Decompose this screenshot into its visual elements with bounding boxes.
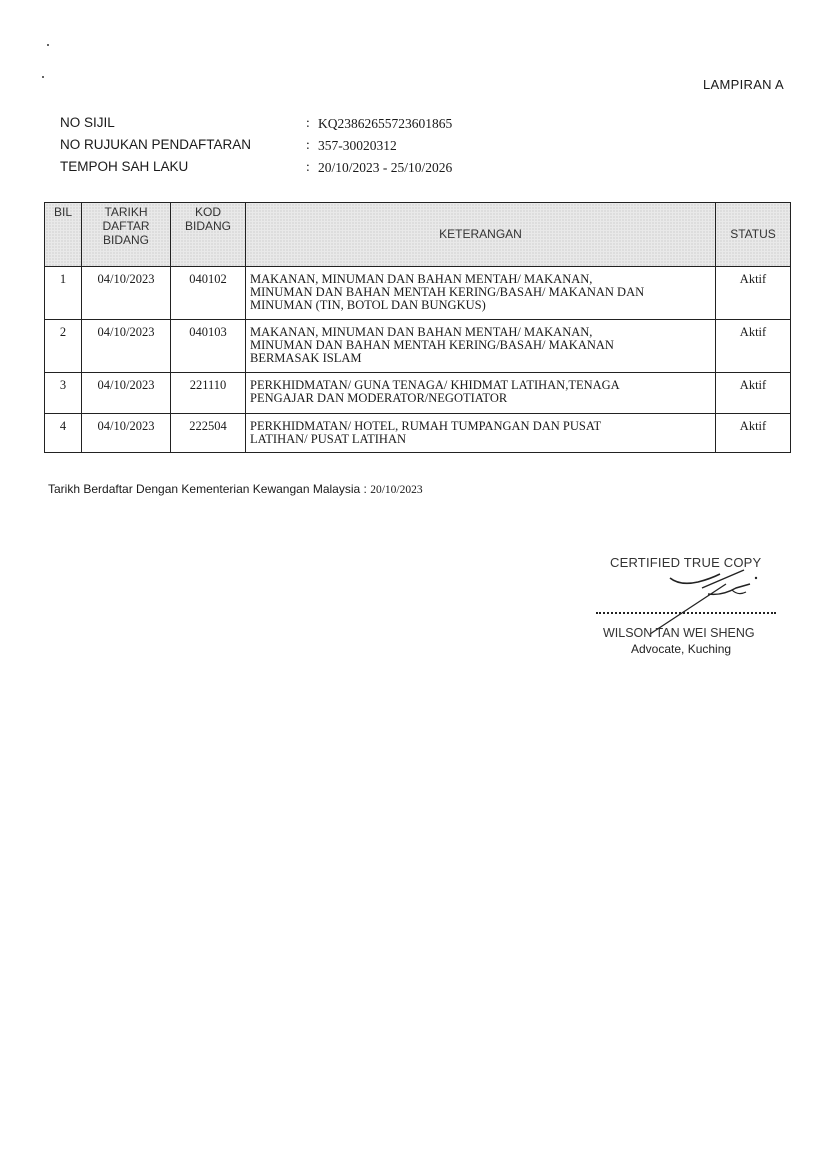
registration-date-label: Tarikh Berdaftar Dengan Kementerian Kewangan Malaysia :: [48, 482, 367, 496]
cell-bil: 3: [45, 373, 82, 414]
meta-colon: :: [306, 137, 310, 152]
cell-bil: 4: [45, 414, 82, 453]
meta-label: NO RUJUKAN PENDAFTARAN: [60, 137, 252, 152]
meta-label: NO SIJIL: [60, 115, 115, 130]
keterangan-line: MINUMAN (TIN, BOTOL DAN BUNGKUS): [250, 298, 486, 312]
keterangan-line: PENGAJAR DAN MODERATOR/NEGOTIATOR: [250, 391, 508, 405]
cell-bil: 2: [45, 320, 82, 373]
header-bil: [45, 203, 82, 267]
header-kod: [171, 203, 246, 267]
signature-dotted-line: [596, 612, 776, 614]
header-bil-text: BIL: [53, 205, 72, 219]
cell-kod: 222504: [171, 414, 246, 453]
keterangan-line: MAKANAN, MINUMAN DAN BAHAN MENTAH/ MAKANAN,: [250, 325, 593, 339]
header-tarikh-line: DAFTAR: [102, 219, 150, 233]
registration-date-value: 20/10/2023: [370, 484, 423, 496]
signer-title: Advocate, Kuching: [631, 642, 732, 656]
registration-date-line: [48, 482, 423, 496]
meta-value: KQ23862655723601865: [318, 116, 453, 131]
header-status: [716, 203, 791, 267]
cell-bil: 1: [45, 267, 82, 320]
meta-row-no-rujukan: [60, 137, 520, 157]
meta-colon: :: [306, 159, 310, 174]
header-keterangan: [246, 203, 716, 267]
cell-keterangan: [246, 373, 716, 414]
lampiran-label: LAMPIRAN A: [703, 77, 785, 92]
keterangan-line: PERKHIDMATAN/ GUNA TENAGA/ KHIDMAT LATIHAN,TENAGA: [250, 378, 620, 392]
keterangan-line: BERMASAK ISLAM: [250, 351, 362, 365]
cell-tarikh: 04/10/2023: [82, 373, 171, 414]
header-status-text: STATUS: [730, 227, 776, 241]
header-tarikh-line: BIDANG: [102, 233, 149, 247]
header-keterangan-text: KETERANGAN: [439, 227, 522, 241]
meta-colon: :: [306, 115, 310, 130]
cell-status: Aktif: [716, 267, 791, 320]
keterangan-line: MINUMAN DAN BAHAN MENTAH KERING/BASAH/ MAKANAN: [250, 338, 614, 352]
signer-name: WILSON TAN WEI SHENG: [603, 626, 755, 640]
cell-kod: 040103: [171, 320, 246, 373]
cell-tarikh: 04/10/2023: [82, 414, 171, 453]
header-kod-line: KOD: [194, 205, 221, 219]
meta-row-tempoh: [60, 159, 520, 179]
keterangan-line: LATIHAN/ PUSAT LATIHAN: [250, 432, 407, 446]
meta-value: 357-30020312: [318, 138, 397, 153]
bidang-table: [44, 202, 791, 453]
cell-keterangan: [246, 320, 716, 373]
scan-speck: [42, 76, 44, 78]
table-row: [45, 414, 791, 453]
cell-tarikh: 04/10/2023: [82, 267, 171, 320]
table-row: [45, 320, 791, 373]
table-header-row: [45, 203, 791, 267]
scan-speck: [47, 44, 49, 46]
keterangan-line: MINUMAN DAN BAHAN MENTAH KERING/BASAH/ MAKANAN DAN: [250, 285, 645, 299]
meta-label: TEMPOH SAH LAKU: [60, 159, 189, 174]
cell-kod: 221110: [171, 373, 246, 414]
table-row: [45, 373, 791, 414]
header-tarikh: [82, 203, 171, 267]
table-row: [45, 267, 791, 320]
certified-true-copy-stamp: CERTIFIED TRUE COPY: [610, 555, 762, 570]
cell-keterangan: [246, 267, 716, 320]
cell-keterangan: [246, 414, 716, 453]
meta-value: 20/10/2023 - 25/10/2026: [318, 160, 453, 175]
cell-status: Aktif: [716, 373, 791, 414]
cell-status: Aktif: [716, 320, 791, 373]
meta-row-no-sijil: [60, 115, 520, 135]
header-tarikh-line: TARIKH: [104, 205, 148, 219]
cell-kod: 040102: [171, 267, 246, 320]
keterangan-line: PERKHIDMATAN/ HOTEL, RUMAH TUMPANGAN DAN PUSAT: [250, 419, 602, 433]
cell-status: Aktif: [716, 414, 791, 453]
keterangan-line: MAKANAN, MINUMAN DAN BAHAN MENTAH/ MAKANAN,: [250, 272, 593, 286]
cell-tarikh: 04/10/2023: [82, 320, 171, 373]
header-kod-line: BIDANG: [184, 219, 231, 233]
